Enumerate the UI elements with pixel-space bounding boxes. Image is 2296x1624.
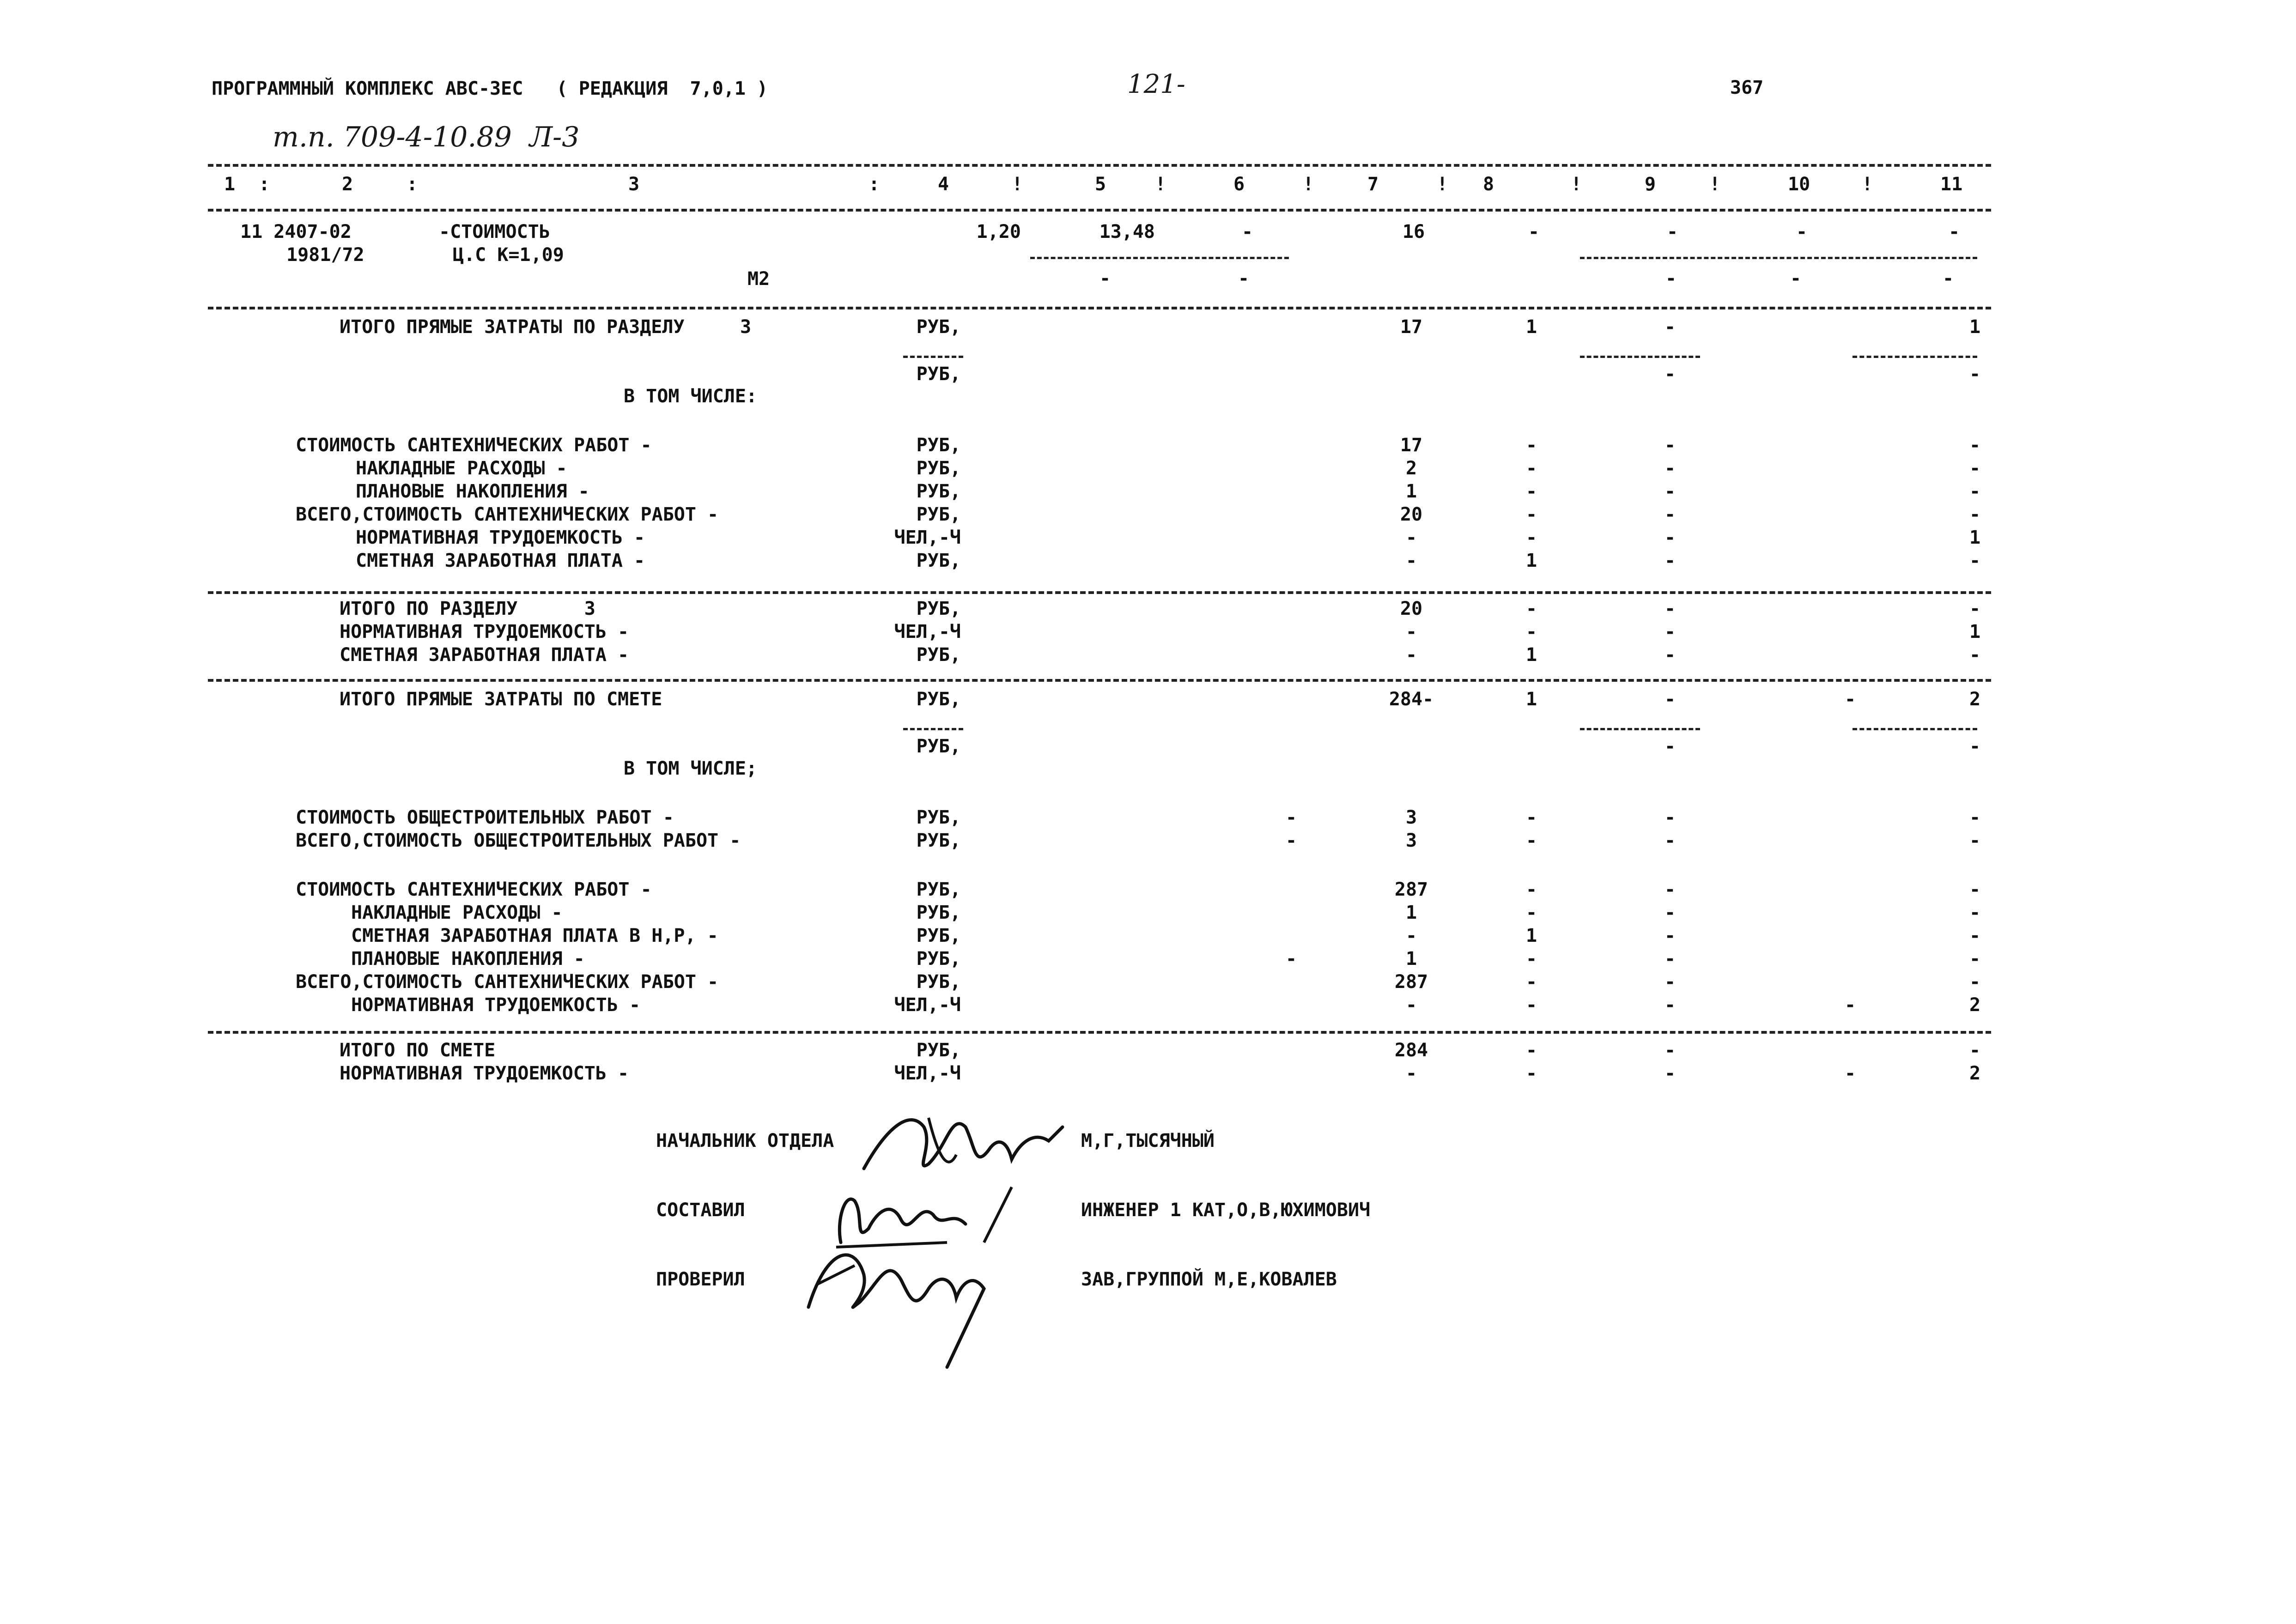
row-c9: -: [1664, 689, 1676, 710]
row-c11: -: [1969, 435, 1981, 456]
page-mark: 121-: [1127, 69, 1185, 99]
row-c9: -: [1664, 736, 1676, 757]
row-label: ПЛАНОВЫЕ НАКОПЛЕНИЯ -: [356, 481, 589, 502]
row-unit: РУБ,: [916, 458, 961, 479]
row-label: НОРМАТИВНАЯ ТРУДОЕМКОСТЬ -: [340, 1063, 629, 1084]
row-c11: -: [1969, 902, 1981, 923]
row-c11: 2: [1969, 1063, 1981, 1084]
row-c11: -: [1969, 971, 1981, 993]
row-c11: -: [1969, 504, 1981, 525]
row-unit: РУБ,: [916, 689, 961, 710]
row-unit: РУБ,: [916, 644, 961, 666]
row-c7: 2: [1405, 458, 1417, 479]
column-header-9: !: [1155, 174, 1166, 195]
row-c11: 1: [1969, 527, 1981, 548]
row-c11: -: [1969, 481, 1981, 502]
row-c6: -: [1285, 807, 1297, 828]
row-c11: 1: [1969, 621, 1981, 642]
row-c8: 1: [1525, 925, 1537, 946]
row-label: НАКЛАДНЫЕ РАСХОДЫ -: [351, 902, 563, 923]
row-c8: -: [1525, 807, 1537, 828]
row-c7: 1: [1405, 902, 1417, 923]
row-unit: ЧЕЛ,-Ч: [894, 621, 961, 642]
row-label: СТОИМОСТЬ ОБЩЕСТРОИТЕЛЬНЫХ РАБОТ -: [296, 807, 674, 828]
row-c9: -: [1664, 481, 1676, 502]
row-c7: 17: [1400, 435, 1423, 456]
checked-name: ЗАВ,ГРУППОЙ М,Е,КОВАЛЕВ: [1081, 1269, 1337, 1290]
header-rule-top: [208, 164, 1991, 167]
row-c11: -: [1969, 644, 1981, 666]
item-name: -СТОИМОСТЬ: [439, 221, 550, 242]
row-unit: РУБ,: [916, 807, 961, 828]
column-header-10: 6: [1233, 174, 1245, 195]
row-c11: -: [1969, 948, 1981, 970]
row-unit: РУБ,: [916, 1040, 961, 1061]
row-unit: РУБ,: [916, 504, 961, 525]
row-label: ИТОГО ПРЯМЫЕ ЗАТРАТЫ ПО СМЕТЕ: [340, 689, 662, 710]
row-label: ИТОГО ПО РАЗДЕЛУ 3: [340, 598, 595, 619]
row-c9: -: [1664, 504, 1676, 525]
compiled-label: СОСТАВИЛ: [656, 1200, 745, 1221]
row-label: ВСЕГО,СТОИМОСТЬ САНТЕХНИЧЕСКИХ РАБОТ -: [296, 971, 719, 993]
row-c8: -: [1525, 994, 1537, 1016]
row-c9: -: [1664, 971, 1676, 993]
row-c11: -: [1969, 879, 1981, 900]
row-unit: РУБ,: [916, 598, 961, 619]
row-c9: -: [1664, 994, 1676, 1016]
item-col8: -: [1528, 221, 1540, 242]
row-c7: -: [1405, 1063, 1417, 1084]
row-c9: -: [1664, 644, 1676, 666]
row-c7: 20: [1400, 504, 1423, 525]
item-unit: М2: [747, 268, 770, 290]
row-c9: -: [1664, 550, 1676, 571]
item-quantity: 1,20: [976, 221, 1021, 242]
row-unit: РУБ,: [916, 435, 961, 456]
row-c9: -: [1664, 830, 1676, 851]
row-unit: РУБ,: [916, 948, 961, 970]
row-c7: -: [1405, 527, 1417, 548]
row-c7: 3: [1405, 830, 1417, 851]
column-header-18: 10: [1788, 174, 1810, 195]
item-price: 13,48: [1099, 221, 1155, 242]
row-c8: -: [1525, 948, 1537, 970]
sub-underline-1a: [1580, 356, 1700, 358]
row-c6: -: [1285, 948, 1297, 970]
row-c8: -: [1525, 1040, 1537, 1061]
row-c8: -: [1525, 458, 1537, 479]
column-header-14: 8: [1483, 174, 1494, 195]
column-header-0: 1: [224, 174, 236, 195]
row-c11: -: [1969, 1040, 1981, 1061]
row-c6: -: [1285, 830, 1297, 851]
section-rule-4: [208, 1031, 1991, 1034]
row-unit: РУБ,: [916, 971, 961, 993]
row-unit: РУБ,: [916, 736, 961, 757]
item-sub-dash-a: -: [1099, 268, 1111, 289]
row-label: СТОИМОСТЬ САНТЕХНИЧЕСКИХ РАБОТ -: [296, 879, 652, 900]
row-c9: -: [1664, 879, 1676, 900]
row-c9: -: [1664, 1040, 1676, 1061]
row-c9: -: [1664, 458, 1676, 479]
column-header-11: !: [1303, 174, 1314, 195]
signature-checker: [799, 1238, 993, 1376]
row-c8: -: [1525, 1063, 1537, 1084]
column-header-4: 3: [628, 174, 640, 195]
item-subrule-b: [1580, 257, 1977, 259]
page-number: 367: [1730, 77, 1764, 98]
column-header-16: 9: [1645, 174, 1656, 195]
row-label: СМЕТНАЯ ЗАРАБОТНАЯ ПЛАТА -: [340, 644, 629, 666]
row-c11: 2: [1969, 994, 1981, 1016]
row-c11: -: [1969, 925, 1981, 946]
row-c7: 287: [1394, 879, 1428, 900]
row-label: ПЛАНОВЫЕ НАКОПЛЕНИЯ -: [351, 948, 585, 970]
row-c8: -: [1525, 902, 1537, 923]
sub-underline-2a: [1580, 728, 1700, 730]
row-c9: -: [1664, 527, 1676, 548]
row-c8: -: [1525, 527, 1537, 548]
row-c8: -: [1525, 621, 1537, 642]
column-header-12: 7: [1367, 174, 1379, 195]
row-label: ВСЕГО,СТОИМОСТЬ САНТЕХНИЧЕСКИХ РАБОТ -: [296, 504, 719, 525]
row-c8: 1: [1525, 316, 1537, 338]
row-c7: -: [1405, 550, 1417, 571]
row-c7: 287: [1394, 971, 1428, 993]
rub-underline-1: [903, 356, 963, 358]
row-unit: РУБ,: [916, 830, 961, 851]
row-c8: -: [1525, 504, 1537, 525]
row-c10: -: [1844, 1063, 1856, 1084]
row-c7: 284-: [1389, 689, 1434, 710]
row-c7: 1: [1405, 948, 1417, 970]
row-label: НОРМАТИВНАЯ ТРУДОЕМКОСТЬ -: [351, 994, 641, 1016]
column-header-3: :: [407, 174, 418, 195]
column-header-8: 5: [1095, 174, 1106, 195]
item-col9: -: [1666, 221, 1678, 242]
row-unit: ЧЕЛ,-Ч: [894, 527, 961, 548]
item-col7: 16: [1402, 221, 1425, 242]
row-label: В ТОМ ЧИСЛЕ:: [624, 386, 757, 407]
item-sub-dash-c: -: [1665, 268, 1677, 289]
row-c7: 20: [1400, 598, 1423, 619]
item-subrule-a: [1030, 257, 1289, 259]
row-unit: РУБ,: [916, 316, 961, 338]
row-label: В ТОМ ЧИСЛЕ;: [624, 758, 757, 779]
row-unit: ЧЕЛ,-Ч: [894, 994, 961, 1016]
row-c11: -: [1969, 807, 1981, 828]
row-c7: 284: [1394, 1040, 1428, 1061]
section-rule-1: [208, 307, 1991, 309]
row-label: НОРМАТИВНАЯ ТРУДОЕМКОСТЬ -: [356, 527, 645, 548]
column-header-13: !: [1437, 174, 1448, 195]
row-c11: -: [1969, 830, 1981, 851]
column-header-6: 4: [938, 174, 949, 195]
row-c9: -: [1664, 598, 1676, 619]
row-c9: -: [1664, 316, 1676, 338]
column-header-20: 11: [1940, 174, 1963, 195]
handwritten-reference: т.п. 709-4-10.89 Л-3: [273, 121, 580, 153]
row-c9: -: [1664, 902, 1676, 923]
section-rule-2: [208, 591, 1991, 594]
column-header-1: :: [259, 174, 270, 195]
row-c9: -: [1664, 364, 1676, 385]
rub-underline-2: [903, 728, 963, 730]
column-header-5: :: [869, 174, 880, 195]
item-sub-dash-d: -: [1790, 268, 1802, 289]
column-header-15: !: [1571, 174, 1582, 195]
row-c7: 3: [1405, 807, 1417, 828]
item-col11: -: [1948, 221, 1960, 242]
row-c7: -: [1405, 994, 1417, 1016]
row-unit: РУБ,: [916, 550, 961, 571]
item-col10: -: [1796, 221, 1808, 242]
row-unit: РУБ,: [916, 925, 961, 946]
column-header-17: !: [1709, 174, 1721, 195]
row-c11: -: [1969, 736, 1981, 757]
row-c9: -: [1664, 925, 1676, 946]
row-c11: -: [1969, 550, 1981, 571]
column-header-7: !: [1012, 174, 1023, 195]
row-label: ИТОГО ПРЯМЫЕ ЗАТРАТЫ ПО РАЗДЕЛУ 3: [340, 316, 752, 338]
row-c7: 17: [1400, 316, 1423, 338]
row-c7: -: [1405, 925, 1417, 946]
item-code: 11 2407-02: [240, 221, 352, 242]
row-label: ВСЕГО,СТОИМОСТЬ ОБЩЕСТРОИТЕЛЬНЫХ РАБОТ -: [296, 830, 741, 851]
row-c10: -: [1844, 689, 1856, 710]
column-header-2: 2: [342, 174, 353, 195]
compiled-name: ИНЖЕНЕР 1 КАТ,О,В,ЮХИМОВИЧ: [1081, 1200, 1371, 1221]
row-unit: РУБ,: [916, 879, 961, 900]
row-c8: -: [1525, 598, 1537, 619]
row-c10: -: [1844, 994, 1856, 1016]
row-c9: -: [1664, 807, 1676, 828]
row-c8: -: [1525, 879, 1537, 900]
row-c9: -: [1664, 1063, 1676, 1084]
row-label: СМЕТНАЯ ЗАРАБОТНАЯ ПЛАТА В Н,Р, -: [351, 925, 718, 946]
row-c9: -: [1664, 948, 1676, 970]
row-c11: 2: [1969, 689, 1981, 710]
row-c8: -: [1525, 830, 1537, 851]
row-c8: 1: [1525, 550, 1537, 571]
item-sub-dash-b: -: [1238, 268, 1250, 289]
section-rule-3: [208, 679, 1991, 682]
program-header: ПРОГРАММНЫЙ КОМПЛЕКС АВС-3ЕС ( РЕДАКЦИЯ 7,0,1 ): [212, 78, 768, 99]
row-c11: -: [1969, 598, 1981, 619]
row-c11: -: [1969, 458, 1981, 479]
row-c8: -: [1525, 435, 1537, 456]
row-label: ИТОГО ПО СМЕТЕ: [340, 1040, 496, 1061]
item-sub-dash-e: -: [1943, 268, 1954, 289]
item-year: 1981/72: [286, 244, 364, 266]
header-rule-bottom: [208, 209, 1991, 212]
row-c8: 1: [1525, 644, 1537, 666]
row-unit: РУБ,: [916, 902, 961, 923]
row-label: НАКЛАДНЫЕ РАСХОДЫ -: [356, 458, 567, 479]
sub-underline-1b: [1853, 356, 1977, 358]
row-label: СТОИМОСТЬ САНТЕХНИЧЕСКИХ РАБОТ -: [296, 435, 652, 456]
checked-label: ПРОВЕРИЛ: [656, 1269, 745, 1290]
row-c11: -: [1969, 364, 1981, 385]
row-c9: -: [1664, 435, 1676, 456]
row-c7: -: [1405, 644, 1417, 666]
item-coefficient: Ц.С К=1,09: [453, 244, 564, 266]
row-unit: РУБ,: [916, 481, 961, 502]
row-c11: 1: [1969, 316, 1981, 338]
sub-underline-2b: [1853, 728, 1977, 730]
row-c8: -: [1525, 481, 1537, 502]
row-c7: 1: [1405, 481, 1417, 502]
row-unit: РУБ,: [916, 364, 961, 385]
head-label: НАЧАЛЬНИК ОТДЕЛА: [656, 1130, 834, 1151]
row-c8: 1: [1525, 689, 1537, 710]
row-label: НОРМАТИВНАЯ ТРУДОЕМКОСТЬ -: [340, 621, 629, 642]
head-name: М,Г,ТЫСЯЧНЫЙ: [1081, 1130, 1215, 1151]
item-col6: -: [1241, 221, 1253, 242]
row-c9: -: [1664, 621, 1676, 642]
row-c8: -: [1525, 971, 1537, 993]
column-header-19: !: [1862, 174, 1873, 195]
row-label: СМЕТНАЯ ЗАРАБОТНАЯ ПЛАТА -: [356, 550, 645, 571]
row-c7: -: [1405, 621, 1417, 642]
row-unit: ЧЕЛ,-Ч: [894, 1063, 961, 1084]
